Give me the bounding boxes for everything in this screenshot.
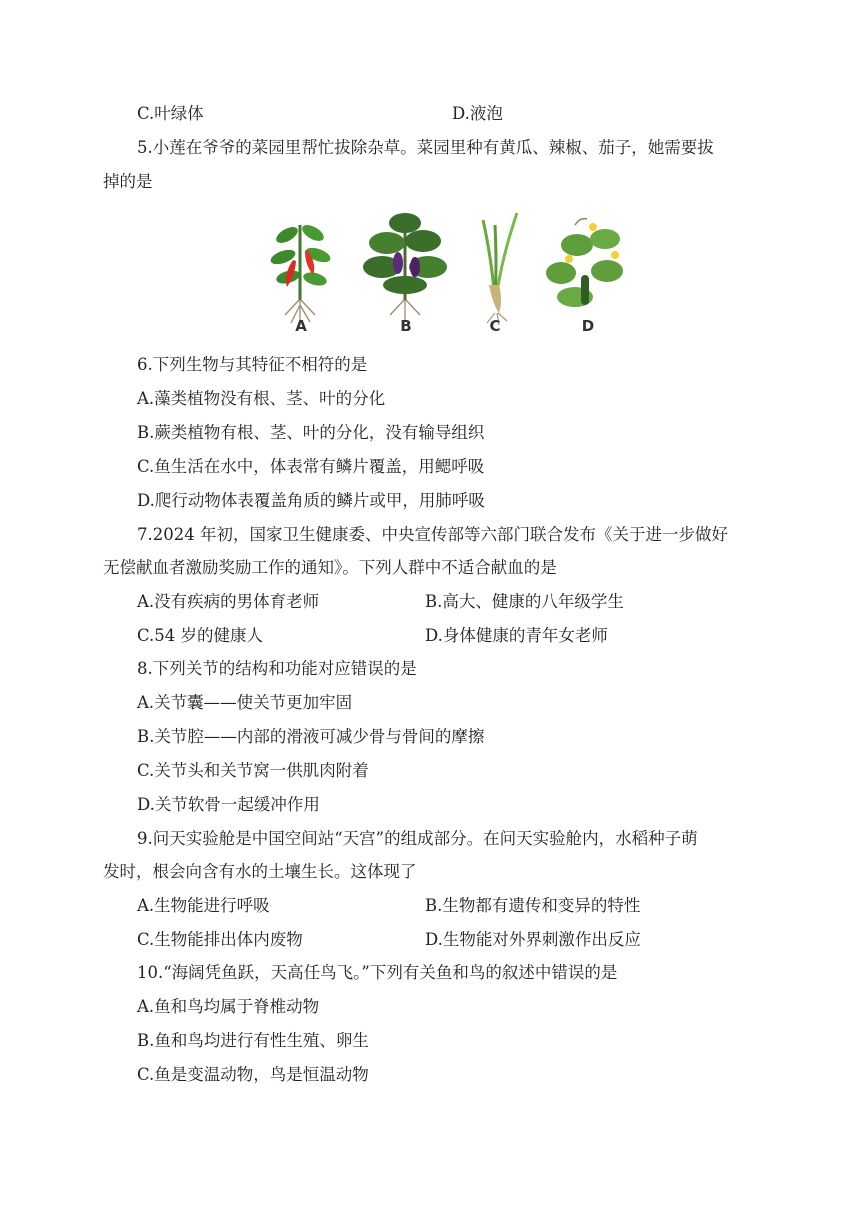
q6-stem: 6.下列生物与其特征不相符的是 bbox=[137, 355, 368, 374]
pepper-plant-image bbox=[269, 222, 333, 323]
q8-option-d: D.关节软骨一起缓冲作用 bbox=[137, 795, 320, 814]
q6-option-d: D.爬行动物体表覆盖角质的鳞片或甲，用肺呼吸 bbox=[137, 491, 485, 510]
plant-figure bbox=[255, 205, 635, 337]
q4-option-d: D.液泡 bbox=[452, 104, 503, 123]
q10-option-b: B.鱼和鸟均进行有性生殖、卵生 bbox=[137, 1031, 369, 1050]
plant-illustrations bbox=[255, 205, 635, 337]
q9-option-c: C.生物能排出体内废物 bbox=[137, 930, 303, 949]
q5-stem-line1: 5.小莲在爷爷的菜园里帮忙拔除杂草。菜园里种有黄瓜、辣椒、茄子，她需要拔 bbox=[137, 138, 714, 157]
q7-stem-line1: 7.2024 年初，国家卫生健康委、中央宣传部等六部门联合发布《关于进一步做好 bbox=[137, 525, 728, 544]
q10-option-a: A.鱼和鸟均属于脊椎动物 bbox=[137, 997, 320, 1016]
q7-option-b: B.高大、健康的八年级学生 bbox=[425, 592, 624, 611]
q8-stem: 8.下列关节的结构和功能对应错误的是 bbox=[137, 659, 417, 678]
figure-label-a: A bbox=[295, 317, 307, 335]
q9-option-b: B.生物都有遗传和变异的特性 bbox=[425, 896, 641, 915]
q10-option-c: C.鱼是变温动物，鸟是恒温动物 bbox=[137, 1065, 369, 1084]
q9-option-d: D.生物能对外界刺激作出反应 bbox=[425, 930, 641, 949]
q9-option-a: A.生物能进行呼吸 bbox=[137, 896, 270, 915]
q8-option-c: C.关节头和关节窝一供肌肉附着 bbox=[137, 761, 369, 780]
q7-option-c: C.54 岁的健康人 bbox=[137, 626, 264, 645]
q6-option-c: C.鱼生活在水中，体表常有鳞片覆盖，用鳃呼吸 bbox=[137, 457, 485, 476]
eggplant-plant-image bbox=[363, 213, 447, 321]
q8-option-b: B.关节腔——内部的滑液可减少骨与骨间的摩擦 bbox=[137, 727, 485, 746]
q9-stem-line2: 发时，根会向含有水的土壤生长。这体现了 bbox=[103, 862, 417, 881]
cucumber-plant-image bbox=[546, 219, 623, 307]
figure-label-b: B bbox=[400, 317, 412, 335]
q7-option-d: D.身体健康的青年女老师 bbox=[425, 626, 608, 645]
q8-option-a: A.关节囊——使关节更加牢固 bbox=[137, 693, 353, 712]
weed-grass-image bbox=[483, 213, 517, 325]
q10-stem: 10.“海阔凭鱼跃，天高任鸟飞。”下列有关鱼和鸟的叙述中错误的是 bbox=[137, 963, 618, 982]
q4-option-c: C.叶绿体 bbox=[137, 104, 204, 123]
q6-option-b: B.蕨类植物有根、茎、叶的分化，没有输导组织 bbox=[137, 423, 485, 442]
q6-option-a: A.藻类植物没有根、茎、叶的分化 bbox=[137, 389, 386, 408]
q7-stem-line2: 无偿献血者激励奖励工作的通知》。下列人群中不适合献血的是 bbox=[103, 558, 557, 577]
figure-label-c: C bbox=[489, 317, 501, 335]
q5-stem-line2: 掉的是 bbox=[103, 172, 153, 191]
q7-option-a: A.没有疾病的男体育老师 bbox=[137, 592, 320, 611]
figure-label-d: D bbox=[581, 317, 595, 335]
q9-stem-line1: 9.问天实验舱是中国空间站“天宫”的组成部分。在问天实验舱内，水稻种子萌 bbox=[137, 829, 698, 848]
